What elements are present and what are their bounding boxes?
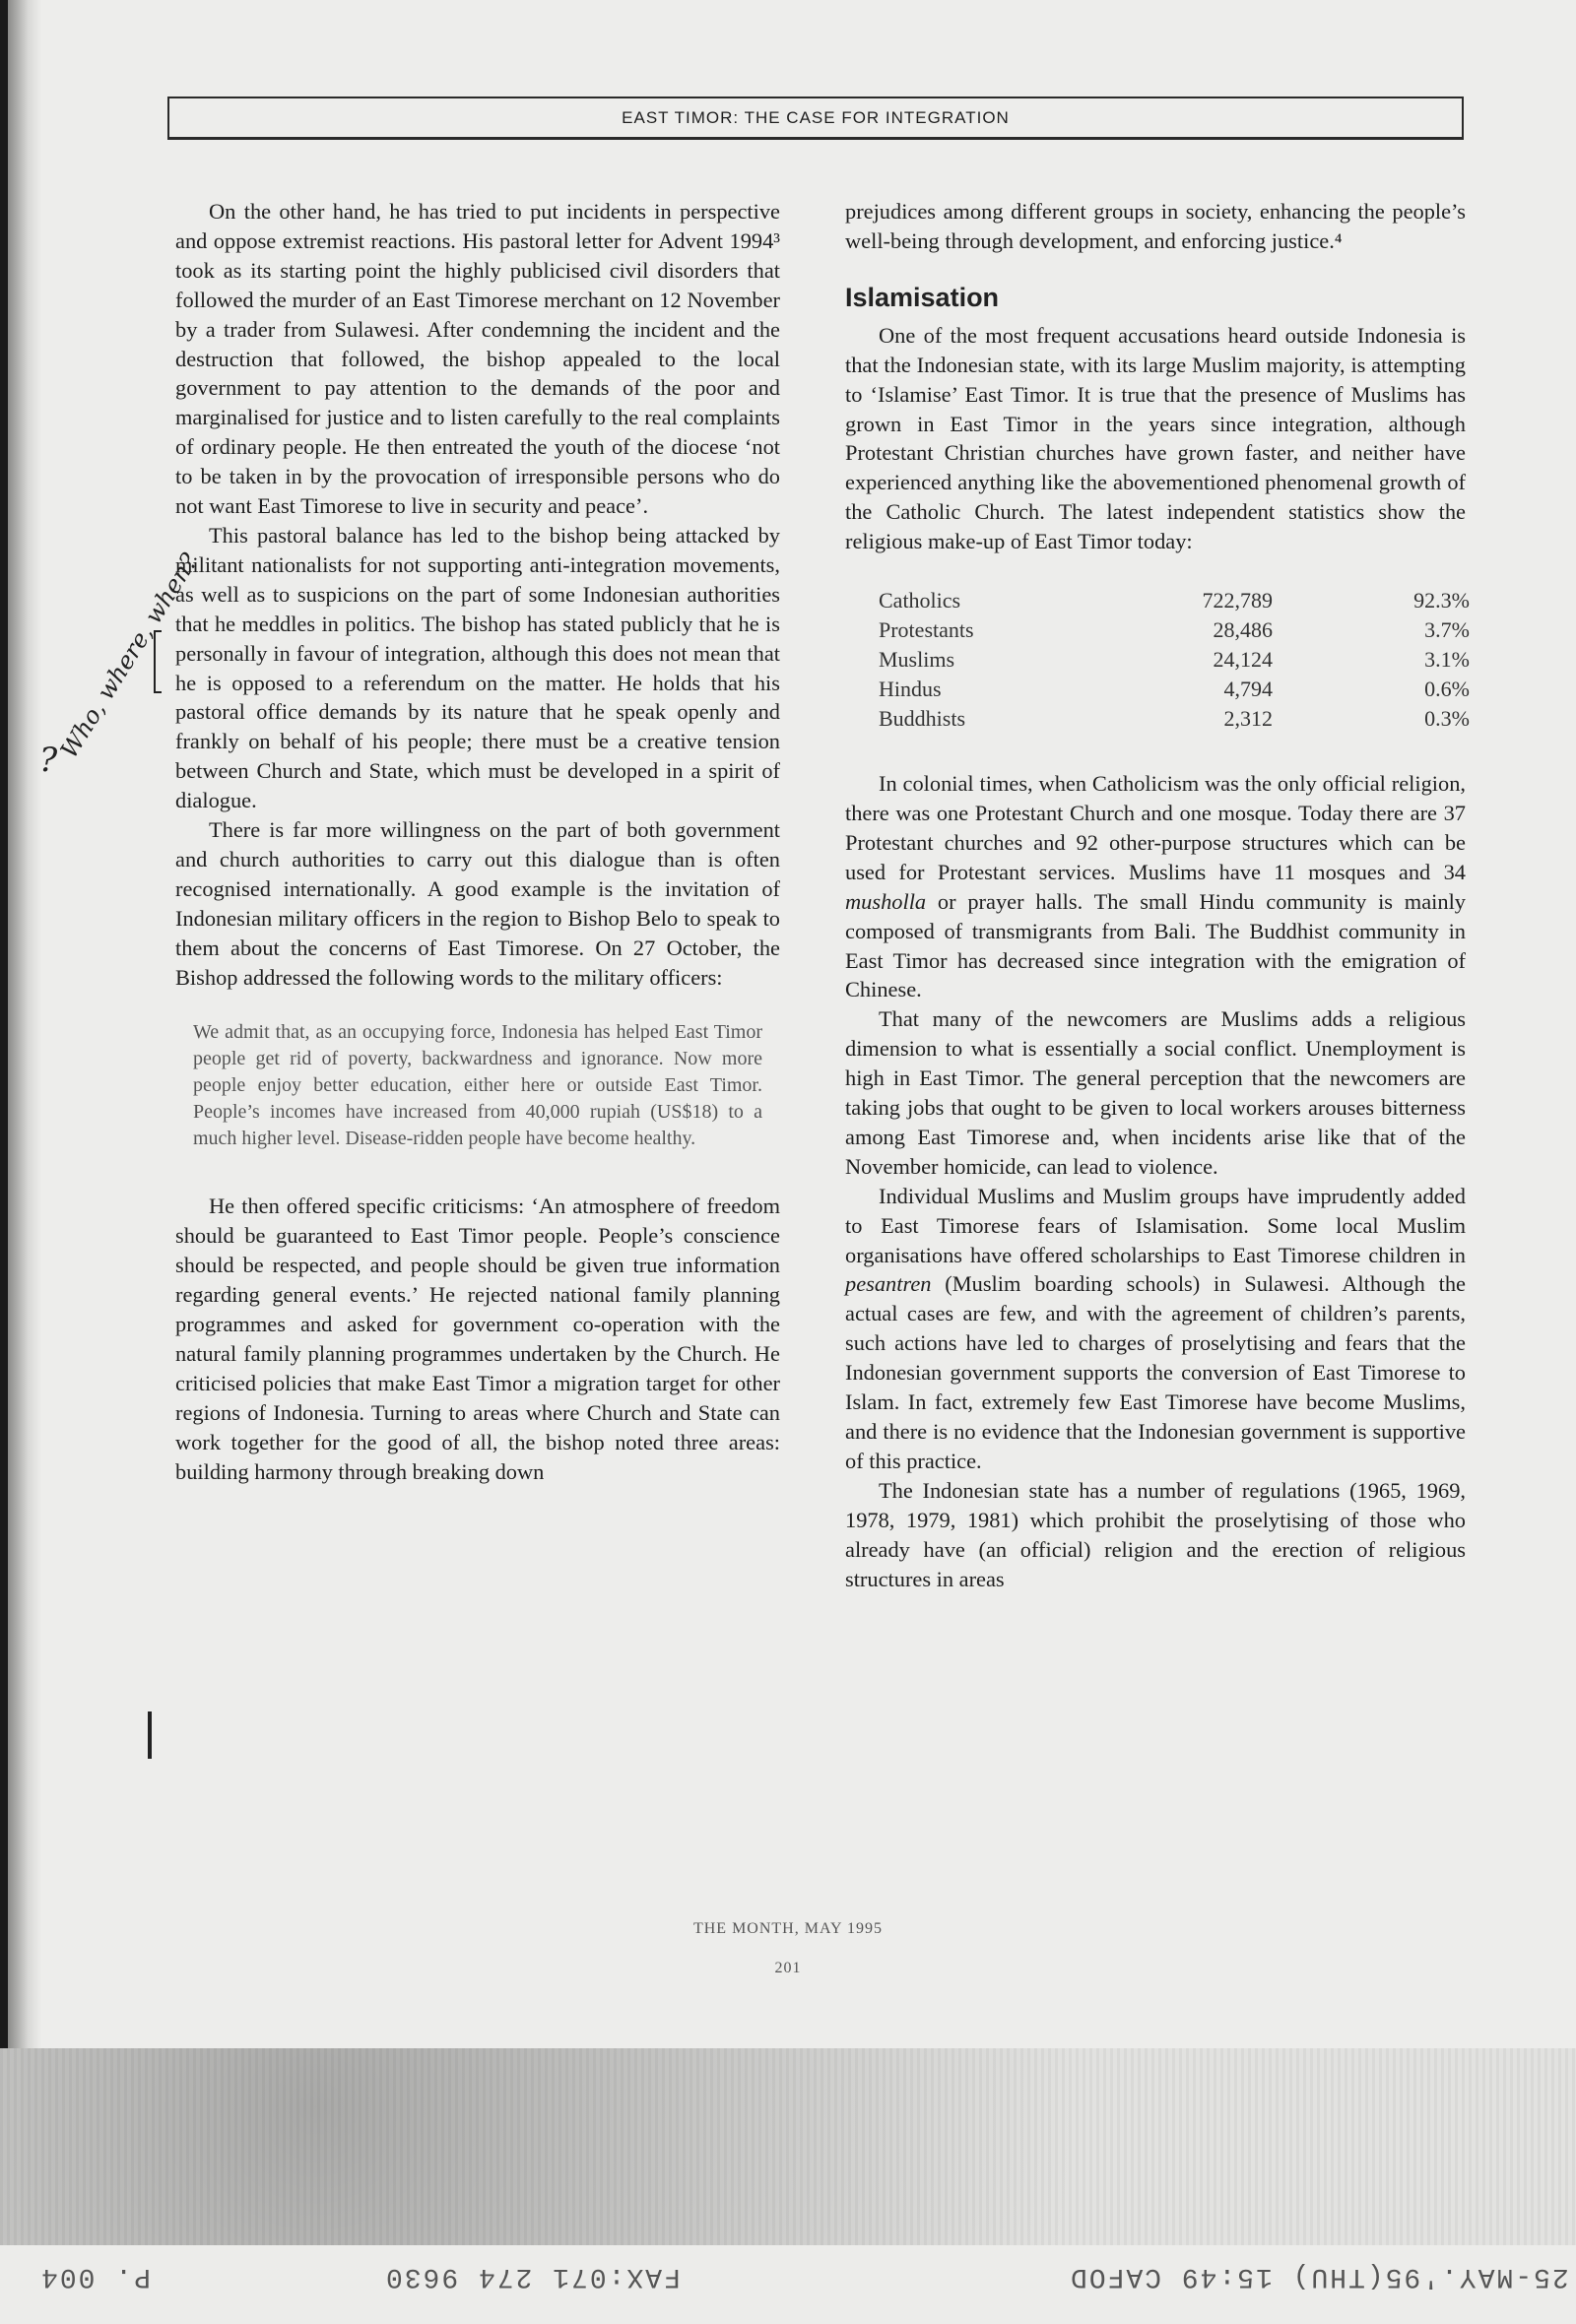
fax-number: FAX:071 274 9630 — [384, 2261, 681, 2292]
paragraph-text: or prayer halls. The small Hindu community is mainly composed of transmigrants from Bali. The Buddhist community in East Timor has decreased since integration with the emigration of Chinese. — [845, 888, 1466, 1002]
block-quote: We admit that, as an occupying force, Indonesia has helped East Timor people get rid of poverty, backwardness and ignorance. Now more people enjoy better education, either here or outside East Timor. People’s incomes have increased from 40,000 rupiah (US$18) to a much higher level. Disease-ridden people have become healthy. — [193, 1021, 762, 1150]
scan-noise-band — [0, 2048, 1576, 2245]
religion-name: Catholics — [879, 588, 961, 613]
italic-term: musholla — [845, 888, 927, 914]
paragraph: prejudices among different groups in society, enhancing the people’s well-being through development, and enforcing justice.⁴ — [845, 199, 1466, 253]
religion-name: Muslims — [879, 647, 955, 673]
fax-timestamp: 25-MAY.'95(THU) 15:49 CAFOD — [1069, 2261, 1569, 2292]
right-column — [845, 197, 1470, 1593]
page-number: 201 — [774, 1960, 802, 1976]
scan-edge — [0, 0, 8, 2048]
religion-percent: 3.7% — [1424, 617, 1470, 643]
religion-name: Protestants — [879, 617, 974, 643]
religion-percent: 92.3% — [1413, 588, 1470, 613]
section-heading: Islamisation — [845, 282, 1000, 312]
fax-page-number: P. 004 — [39, 2261, 151, 2292]
religion-name: Buddhists — [879, 706, 966, 732]
paragraph-text: In colonial times, when Catholicism was the only official religion, there was one Protestant Church and one mosque. Today there are 37 Protestant churches and 92 other-purpose structures which can be used for Protestant services. Muslims have 11 mosques and 34 — [845, 771, 1466, 884]
left-column — [175, 197, 780, 1487]
religion-percent: 0.6% — [1424, 677, 1470, 702]
religion-count: 28,486 — [1213, 617, 1273, 643]
religion-count: 4,794 — [1223, 677, 1273, 702]
paragraph — [845, 769, 1466, 1004]
religion-count: 24,124 — [1213, 647, 1273, 673]
paragraph: This pastoral balance has led to the bishop being attacked by militant nationalists for not supporting anti-integration movements, as well as to suspicions on the part of some Indonesian authorities that he meddles in politics. The bishop has stated publicly that he is personally in favour of integration, although this does not mean that he is opposed to a referendum on the matter. He holds that his pastoral office demands by its nature that he speak openly and frankly on behalf of his people; there must be a creative tension between Church and State, which must be developed in a spirit of dialogue. — [175, 522, 780, 813]
table-row — [879, 704, 1470, 734]
religion-count: 722,789 — [1202, 588, 1273, 613]
paragraph — [845, 1182, 1466, 1476]
paragraph: He then offered specific criticisms: ‘An atmosphere of freedom should be guaranteed to East Timor people. People’s conscience should be respected, and people should be given true information regarding general events.’ He rejected national family planning programmes and asked for government co-operation with the natural family planning programmes undertaken by the Church. He criticised policies that make East Timor a migration target for other regions of Indonesia. Turning to areas where Church and State can work together for the good of all, the bishop noted three areas: building harmony through breaking down — [175, 1194, 780, 1484]
handwritten-annotation: Who, where, when? — [55, 548, 204, 763]
scan-edge-shadow — [8, 0, 41, 2048]
margin-bracket — [154, 630, 162, 693]
paragraph-text: Individual Muslims and Muslim groups have imprudently added to East Timorese fears of Islamisation. Some local Muslim organisations have offered scholarships to East Timorese children in — [845, 1183, 1466, 1267]
handwritten-question-mark: ? — [39, 741, 58, 780]
margin-mark — [148, 1711, 158, 1759]
paragraph-text: (Muslim boarding schools) in Sulawesi. Although the actual cases are few, and with the agreement of children’s parents, such actions have led to charges of proselytising and fears that the Indonesian government supports the conversion of East Timorese to Islam. In fact, extremely few East Timorese have become Muslims, and there is no evidence that the Indonesian government is supportive of this practice. — [845, 1271, 1466, 1473]
religion-percent: 0.3% — [1424, 706, 1470, 732]
paragraph: The Indonesian state has a number of regulations (1965, 1969, 1978, 1979, 1981) which prohibit the proselytising of those who already have (an official) religion and the erection of religious structures in areas — [845, 1477, 1466, 1591]
religion-count: 2,312 — [1223, 706, 1273, 732]
paragraph: There is far more willingness on the part of both government and church authorities to carry out this dialogue than is often recognised internationally. A good example is the invitation of Indonesian military officers in the region to Bishop Belo to speak to them about the concerns of East Timorese. On 27 October, the Bishop addressed the following words to the military officers: — [175, 817, 780, 990]
paragraph: On the other hand, he has tried to put incidents in perspective and oppose extremist reactions. His pastoral letter for Advent 1994³ took as its starting point the highly publicised civil disorders that followed the murder of an East Timorese merchant on 12 November by a trader from Sulawesi. After condemning the incident and the destruction that followed, the bishop appealed to the local government to pay attention to the demands of the poor and marginalised for justice and to listen carefully to the real complaints of ordinary people. He then entreated the youth of the diocese ‘not to be taken in by the provocation of irresponsible persons who do not want East Timorese to live in security and peace’. — [175, 199, 780, 519]
italic-term: pesantren — [845, 1271, 932, 1297]
paragraph: That many of the newcomers are Muslims adds a religious dimension to what is essentially a social conflict. Unemployment is high in East Timor. The general perception that the newcomers are taking jobs that ought to be given to local workers arouses bitterness among East Timorese and, when incidents arise like that of the November homicide, can lead to violence. — [845, 1006, 1466, 1179]
table-row — [879, 675, 1470, 704]
table-row — [879, 615, 1470, 645]
table-row — [879, 645, 1470, 675]
table-row — [879, 586, 1470, 615]
religion-statistics-table — [879, 586, 1470, 734]
religion-name: Hindus — [879, 677, 942, 702]
journal-footer: THE MONTH, MAY 1995 — [692, 1920, 884, 1937]
running-title: EAST TIMOR: THE CASE FOR INTEGRATION — [622, 107, 1010, 127]
running-header — [167, 97, 1464, 140]
paragraph: One of the most frequent accusations heard outside Indonesia is that the Indonesian state, with its large Muslim majority, is attempting to ‘Islamise’ East Timor. It is true that the presence of Muslims has grown in East Timor in the years since integration, although Protestant Christian churches have grown faster, and neither have experienced anything like the abovementioned phenomenal growth of the Catholic Church. The latest independent statistics show the religious make-up of East Timor today: — [845, 322, 1466, 554]
religion-percent: 3.1% — [1424, 647, 1470, 673]
